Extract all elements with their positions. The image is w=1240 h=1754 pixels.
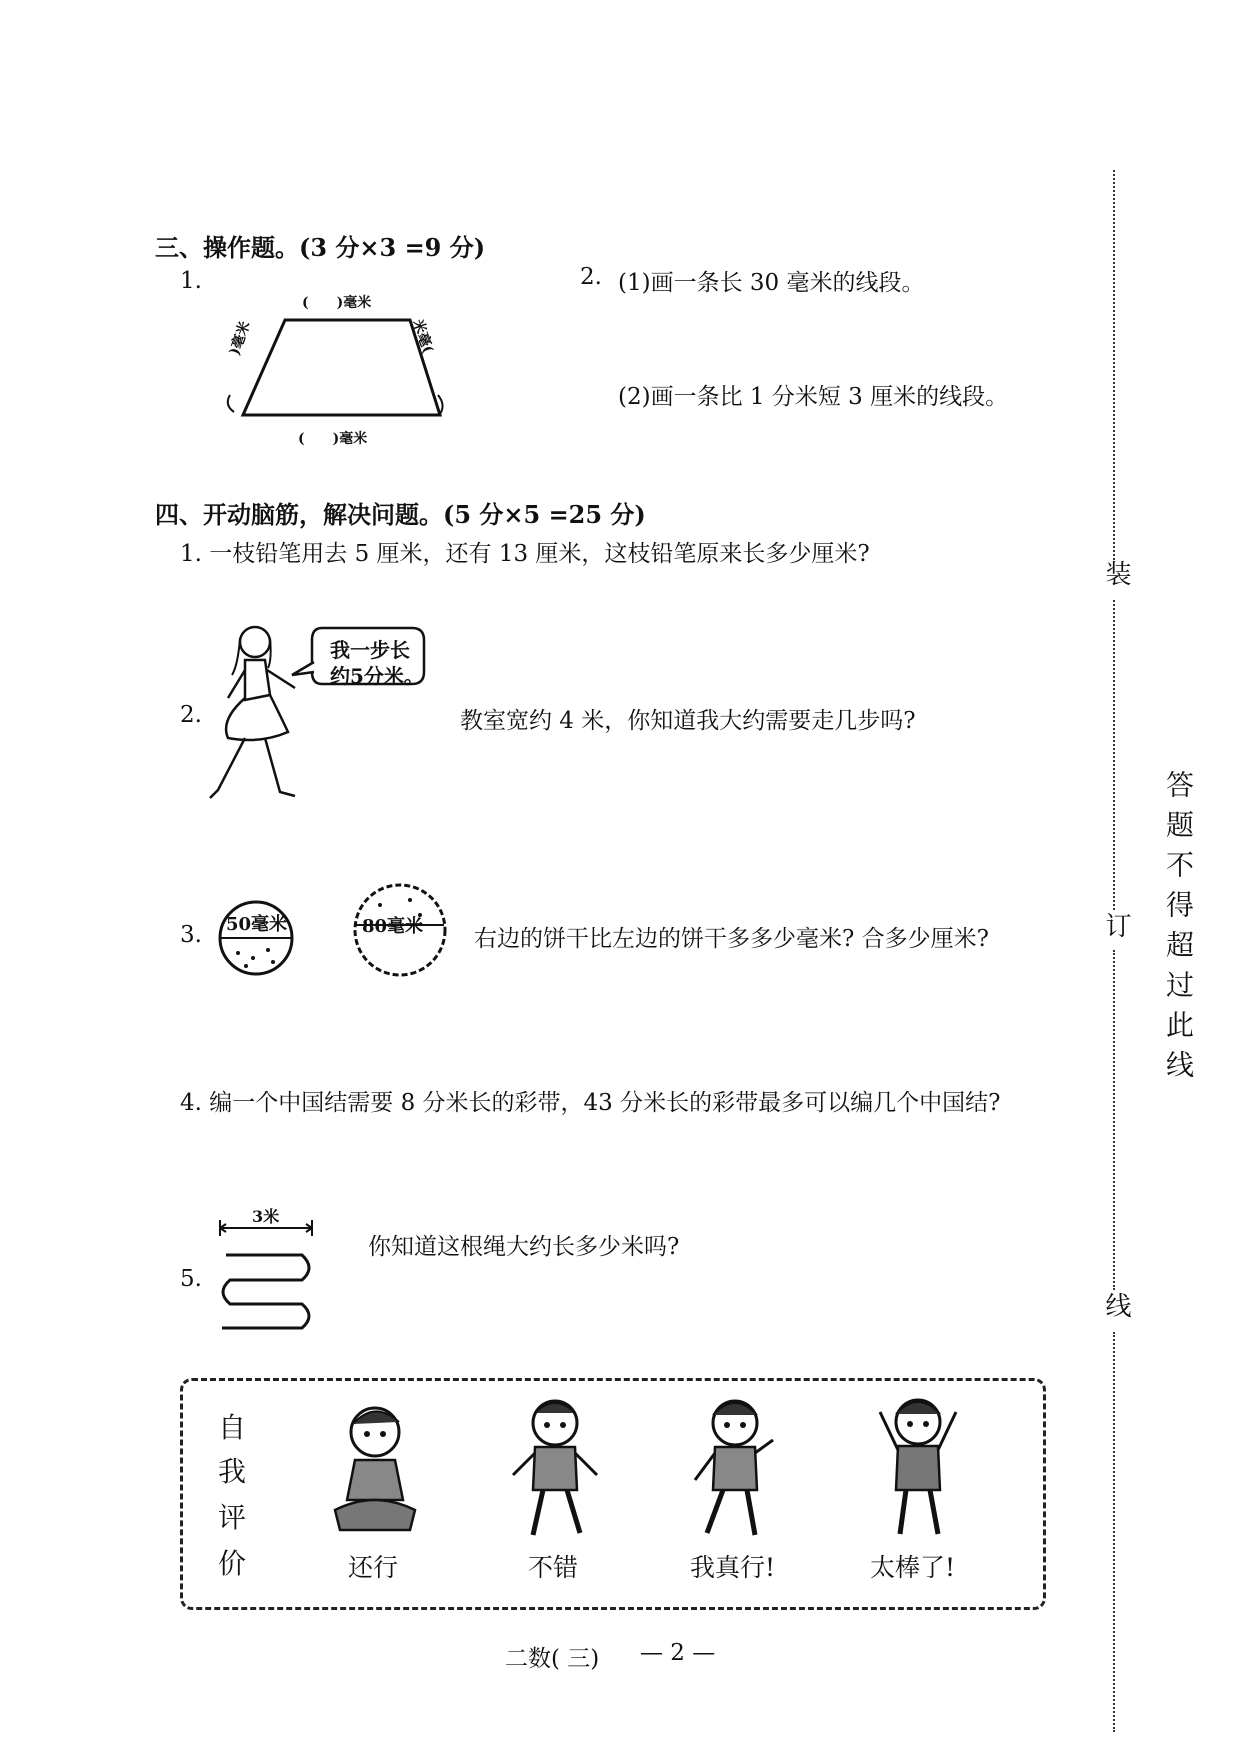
- self-eval-char-4: 价: [218, 1547, 247, 1580]
- footer-page-number: — 2 —: [640, 1640, 716, 1666]
- kid-figure-4: [868, 1392, 968, 1542]
- trapezoid-right-label: 米毫(: [408, 317, 436, 356]
- cookie-small-label: 50毫米: [226, 914, 288, 935]
- section4-q2-number: 2.: [180, 702, 202, 728]
- binding-char-zhuang: 装: [1101, 560, 1131, 586]
- left-bracket: [228, 395, 234, 412]
- section3-q2-part1: (1)画一条长 30 毫米的线段。: [618, 270, 925, 296]
- self-eval-option-1: 还行: [348, 1553, 399, 1582]
- self-eval-char-1: 自: [218, 1411, 247, 1444]
- binding-char-xian: 线: [1101, 1292, 1131, 1318]
- self-eval-option-3: 我真行!: [690, 1553, 776, 1582]
- section4-q3-text: 右边的饼干比左边的饼干多多少毫米? 合多少厘米?: [474, 926, 989, 952]
- footer-label: 二数( 三): [505, 1646, 600, 1672]
- trapezoid-shape: [243, 320, 440, 415]
- cookie-large-label: 80毫米: [362, 916, 424, 937]
- rope-figure: [216, 1210, 316, 1350]
- trapezoid-left-label: )毫米: [226, 319, 254, 358]
- trapezoid-bottom-label: ( )毫米: [298, 431, 368, 447]
- self-eval-option-4: 太棒了!: [870, 1553, 956, 1582]
- binding-line-top: [1113, 170, 1115, 560]
- self-eval-char-3: 评: [218, 1501, 247, 1534]
- section3-heading: 三、操作题。(3 分×3 =9 分): [155, 233, 486, 262]
- binding-line-mid2: [1113, 950, 1115, 1290]
- speech-bubble-line2: 约5分米。: [330, 664, 424, 688]
- section4-q5-text: 你知道这根绳大约长多少米吗?: [368, 1234, 680, 1260]
- trapezoid-top-label: ( )毫米: [302, 295, 372, 311]
- section3-q2-part2: (2)画一条比 1 分米短 3 厘米的线段。: [618, 384, 1009, 410]
- section4-heading: 四、开动脑筋，解决问题。(5 分×5 =25 分): [155, 500, 646, 529]
- binding-char-ding: 订: [1101, 912, 1131, 938]
- section4-q3-number: 3.: [180, 922, 202, 948]
- section3-q1-number: 1.: [180, 268, 202, 294]
- section4-q1: 1. 一枝铅笔用去 5 厘米，还有 13 厘米，这枝铅笔原来长多少厘米?: [180, 541, 870, 567]
- kid-figure-3: [685, 1395, 785, 1545]
- section4-q4: 4. 编一个中国结需要 8 分米长的彩带，43 分米长的彩带最多可以编几个中国结?: [180, 1090, 1001, 1116]
- section3-q2-number: 2.: [580, 264, 602, 290]
- self-eval-char-2: 我: [218, 1455, 247, 1488]
- rope-measure-label: 3米: [250, 1204, 281, 1227]
- section4-q5-number: 5.: [180, 1266, 202, 1292]
- binding-line-mid1: [1113, 600, 1115, 910]
- binding-line-bottom: [1113, 1332, 1115, 1732]
- kid-figure-1: [325, 1400, 425, 1540]
- self-eval-option-2: 不错: [528, 1553, 579, 1582]
- binding-warning-text: 答题不得超过此线: [1162, 770, 1195, 1090]
- section4-q2-text: 教室宽约 4 米，你知道我大约需要走几步吗?: [460, 708, 916, 734]
- kid-figure-2: [505, 1395, 605, 1545]
- speech-bubble-line1: 我一步长: [330, 638, 410, 662]
